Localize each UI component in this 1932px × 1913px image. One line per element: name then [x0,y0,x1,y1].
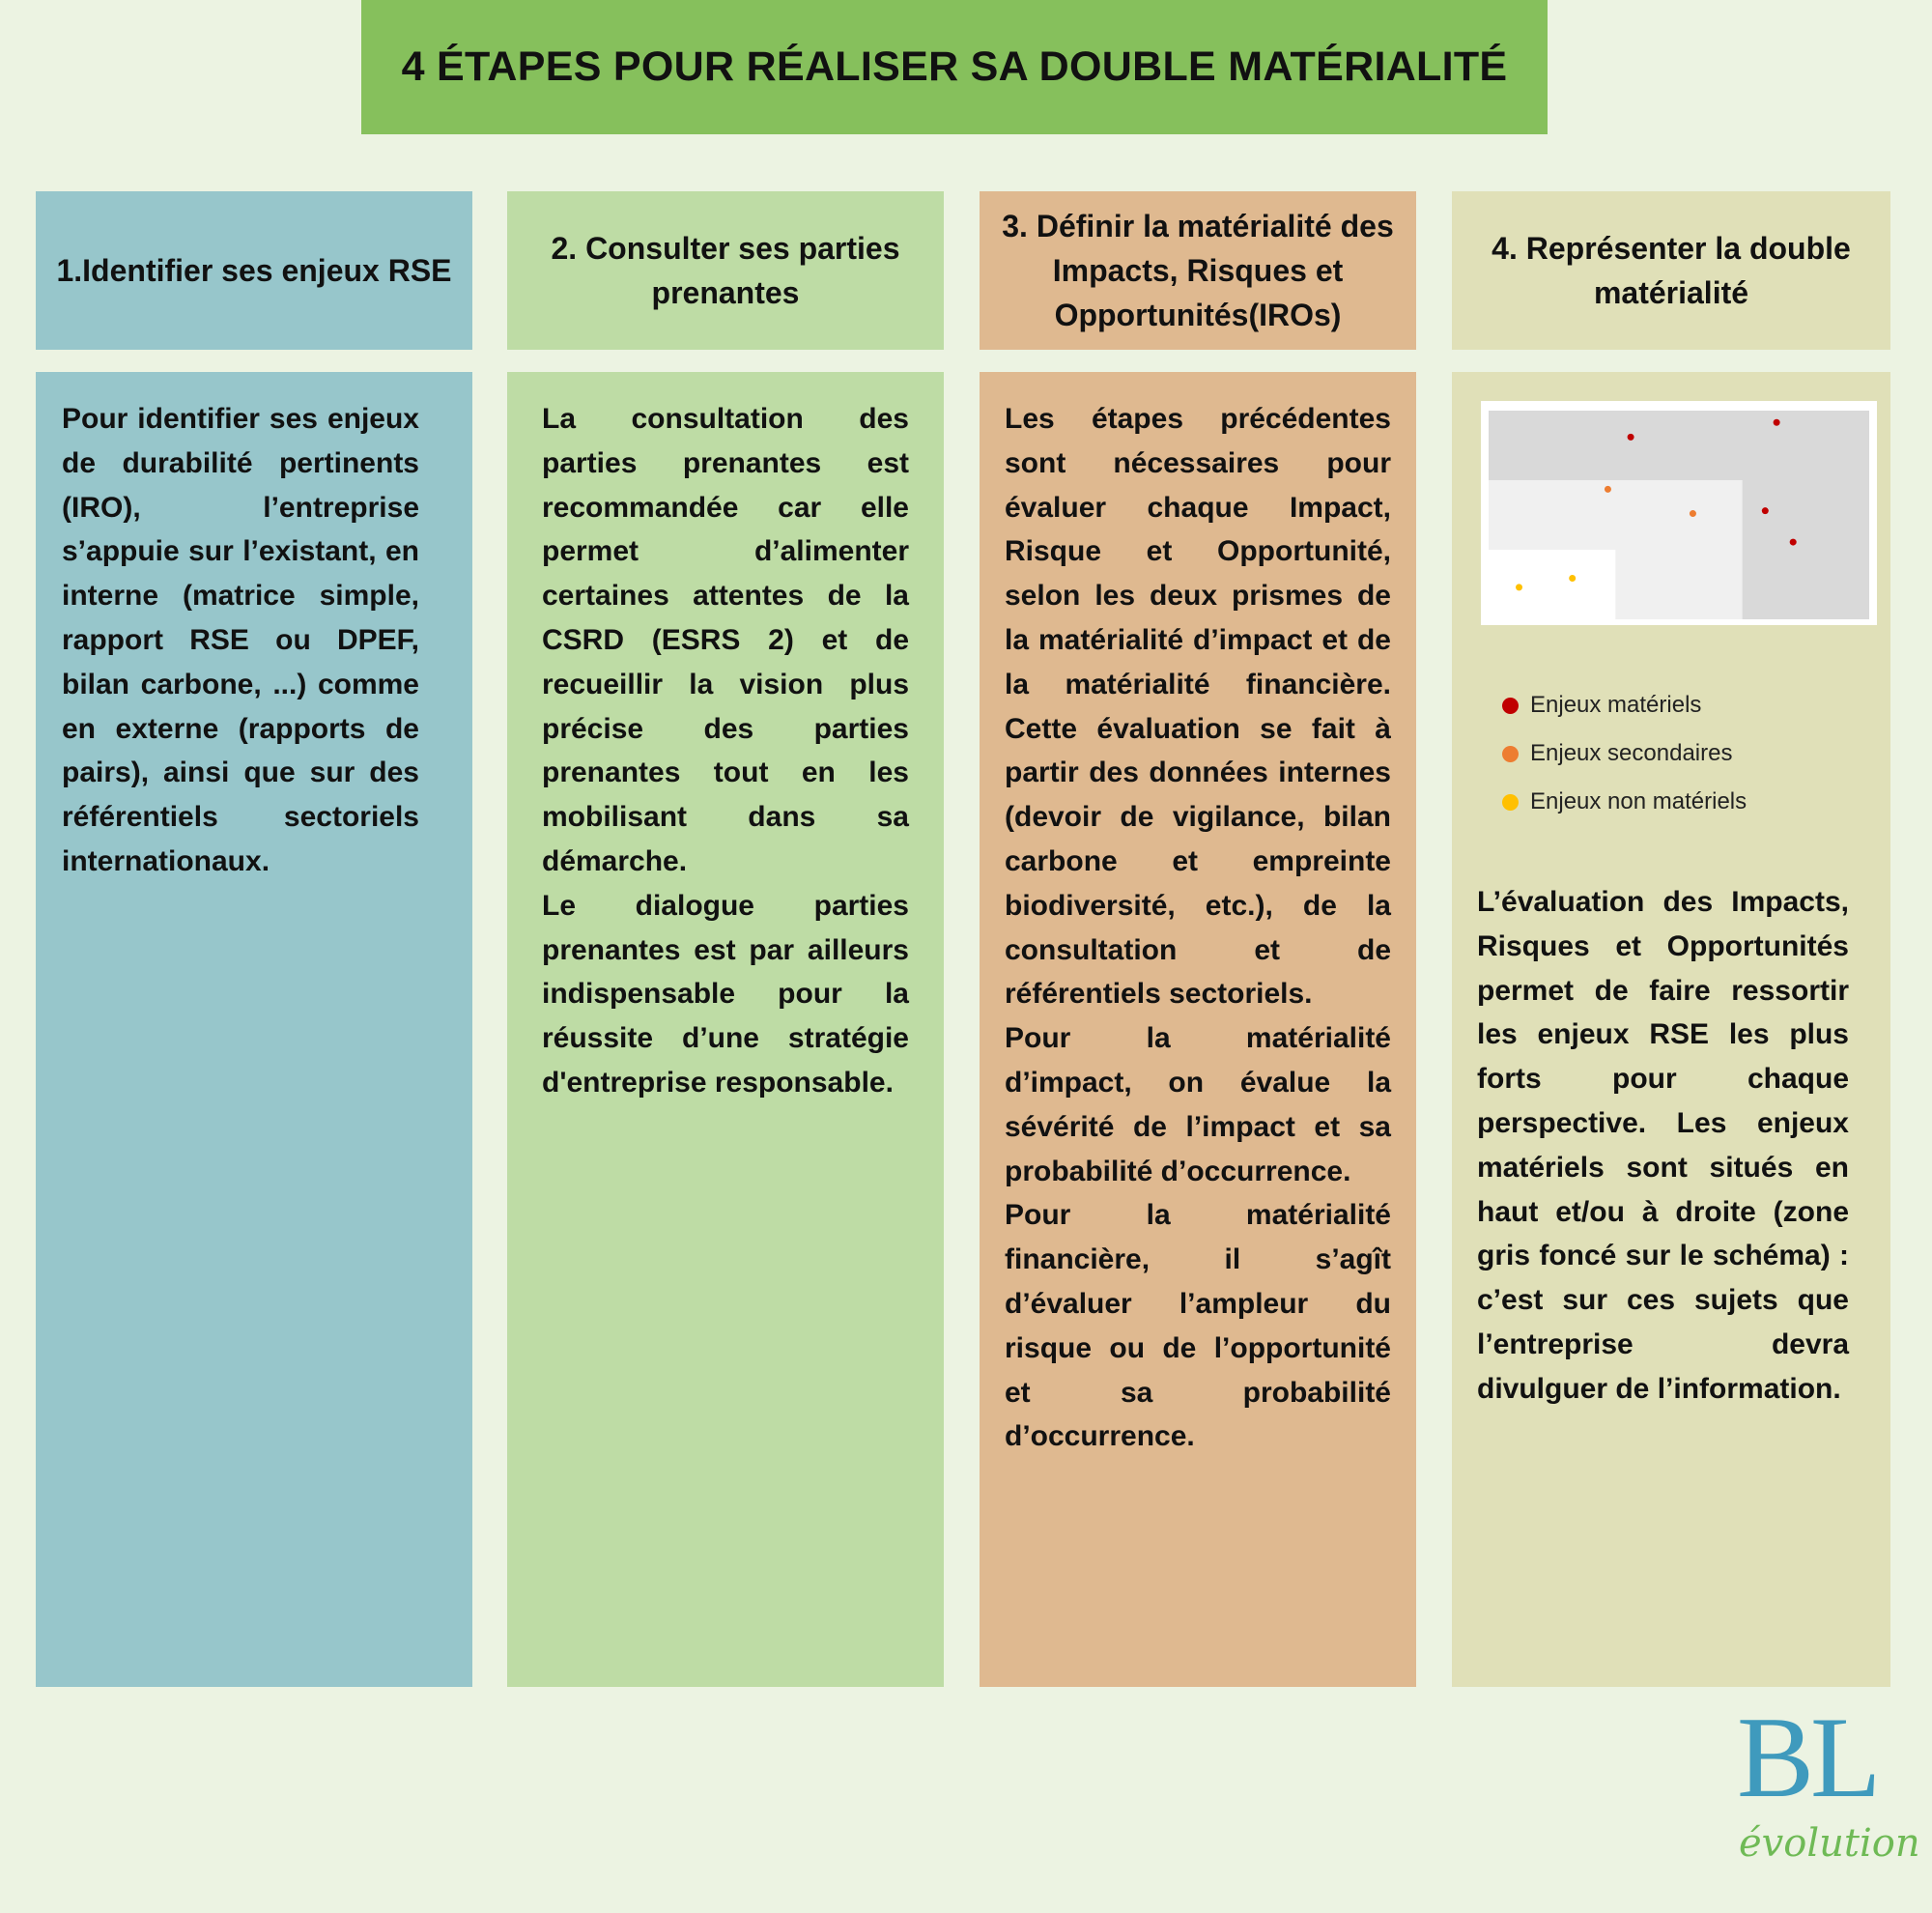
data-point [1774,419,1780,426]
step-1-header: 1.Identifier ses enjeux RSE [36,191,472,350]
data-point [1690,510,1696,517]
legend-dot-icon [1502,698,1519,714]
step-2-text: La consultation des parties prenantes est recommandée car elle permet d’alimenter certaines attentes de la CSRD (ESRS 2) et de recueillir la vision plus précise des parties prenantes tout en les mobilisant dans sa démarche. [542,403,909,877]
logo-main: BL [1737,1693,1878,1821]
legend-dot-icon [1502,794,1519,811]
step-3-text: Pour la matérialité financière, il s’agît d’évaluer l’ampleur du risque ou de l’opportunité et sa probabilité d’occurrence. [1005,1199,1391,1453]
step-4-text: L’évaluation des Impacts, Risques et Opportunités permet de faire ressortir les enjeux RSE les plus forts pour chaque perspective. Les enjeux matériels sont situés en haut et/ou à droite (zone gris foncé sur le schéma) : c’est sur ces sujets que l’entreprise devra divulguer de l’information. [1477,886,1849,1405]
legend-item [1502,778,1747,826]
data-point [1790,539,1797,546]
legend-label: Enjeux non matériels [1530,788,1747,814]
step-1-body [36,372,472,1687]
zone-non-material [1489,550,1615,619]
legend-label: Enjeux matériels [1530,692,1702,718]
data-point [1762,507,1769,514]
logo-sub: évolution [1739,1821,1920,1866]
step-2-header: 2. Consulter ses parties prenantes [507,191,944,350]
legend-dot-icon [1502,746,1519,762]
step-4-header: 4. Représenter la double matérialité [1452,191,1890,350]
data-point [1569,575,1576,582]
step-3-text: Les étapes précédentes sont nécessaires pour évaluer chaque Impact, Risque et Opportunité, selon les deux prismes de la matérialité d’impact et de la matérialité financière. Cette évaluation se fait à partir des données internes (devoir de vigilance, bilan carbone et empreinte biodiversité, etc.), de la consultation et de référentiels sectoriels. [1005,403,1391,1011]
materiality-matrix-chart [1481,401,1877,642]
step-4-body [1452,372,1890,1687]
step-2-body [507,372,944,1687]
data-point [1628,434,1634,441]
legend-item [1502,681,1747,729]
step-1-text: Pour identifier ses enjeux de durabilité pertinents (IRO), l’entreprise s’appuie sur l’existant, en interne (matrice simple, rapport RSE ou DPEF, bilan carbone, ...) comme en externe (rapports de pairs), ainsi que sur des référentiels sectoriels internationaux. [62,403,419,877]
page-title: 4 ÉTAPES POUR RÉALISER SA DOUBLE MATÉRIALITÉ [361,0,1548,134]
chart-legend [1502,681,1747,826]
bl-evolution-logo [1737,1693,1920,1867]
legend-label: Enjeux secondaires [1530,740,1733,766]
step-2-text: Le dialogue parties prenantes est par ailleurs indispensable pour la réussite d’une stratégie d'entreprise responsable. [542,889,909,1099]
step-3-header: 3. Définir la matérialité des Impacts, Risques et Opportunités(IROs) [980,191,1416,350]
data-point [1516,584,1522,590]
step-3-text: Pour la matérialité d’impact, on évalue la sévérité de l’impact et sa probabilité d’occurrence. [1005,1022,1391,1187]
step-3-body [980,372,1416,1687]
legend-item [1502,729,1747,778]
data-point [1605,486,1611,493]
